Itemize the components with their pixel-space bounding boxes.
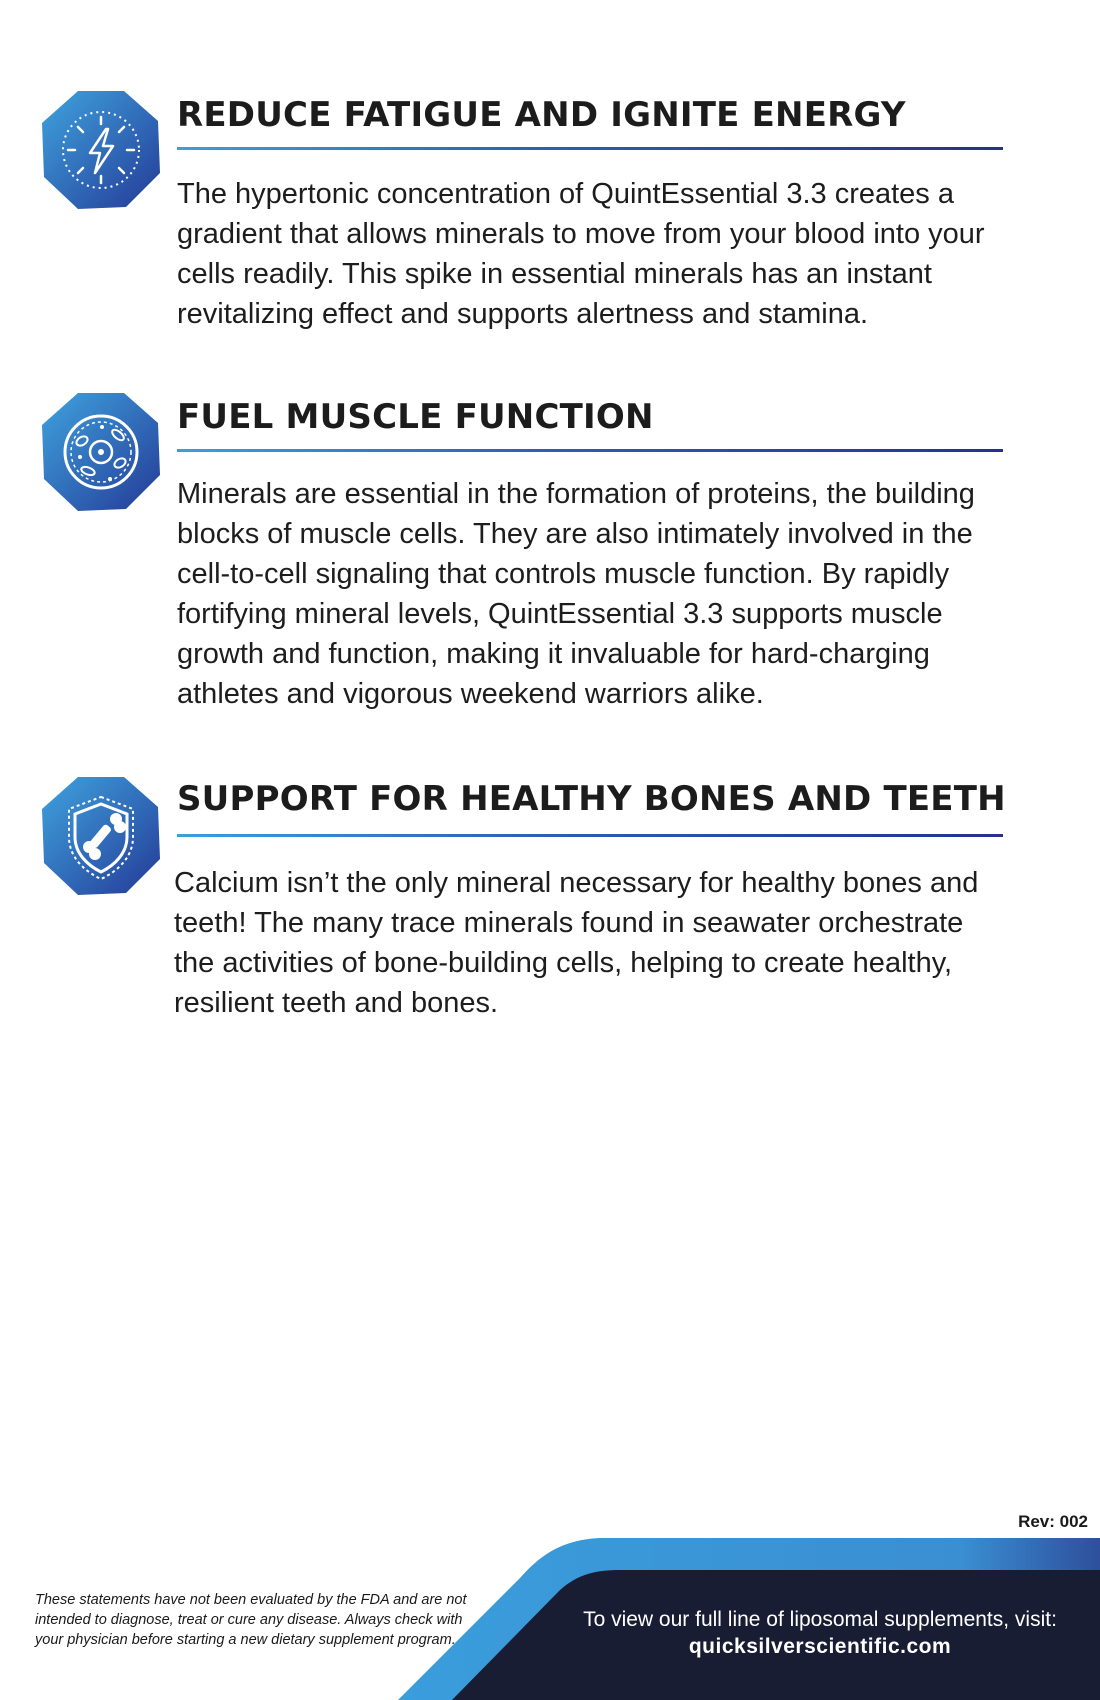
- bone-shield-icon: [40, 775, 162, 897]
- fda-disclaimer: These statements have not been evaluated by the FDA and are not intended to diagnose, treat or cure any disease. Always check with your physician before starting a new dietary supplement program.: [35, 1592, 467, 1648]
- section-title: FUEL MUSCLE FUNCTION: [177, 397, 654, 437]
- section-title: REDUCE FATIGUE AND IGNITE ENERGY: [177, 95, 906, 135]
- section-title: SUPPORT FOR HEALTHY BONES AND TEETH: [177, 779, 1006, 819]
- visit-text: To view our full line of liposomal supplements, visit:: [583, 1608, 1057, 1631]
- website-link[interactable]: quicksilverscientific.com: [688, 1635, 952, 1658]
- revision-label: Rev: 002: [1018, 1512, 1088, 1531]
- section-divider: [177, 449, 1003, 452]
- section-divider: [177, 147, 1003, 150]
- energy-bolt-icon: [40, 89, 162, 211]
- muscle-cell-icon: [40, 391, 162, 513]
- section-divider: [177, 834, 1003, 837]
- visit-callout: [540, 1606, 1100, 1660]
- section-body: Minerals are essential in the formation of proteins, the building blocks of muscle cells. They are also intimately involved in the cell-to-cell signaling that controls muscle function. By rapidly fortifying mineral levels, QuintEssential 3.3 supports muscle growth and function, making it invaluable for hard-charging athletes and vigorous weekend warriors alike.: [177, 478, 975, 710]
- section-body: Calcium isn’t the only mineral necessary for healthy bones and teeth! The many trace minerals found in seawater orchestrate the activities of bone-building cells, helping to create healthy, resilient teeth and bones.: [174, 867, 979, 1019]
- section-body: The hypertonic concentration of QuintEssential 3.3 creates a gradient that allows minerals to move from your blood into your cells readily. This spike in essential minerals has an instant revitalizing effect and supports alertness and stamina.: [177, 178, 985, 330]
